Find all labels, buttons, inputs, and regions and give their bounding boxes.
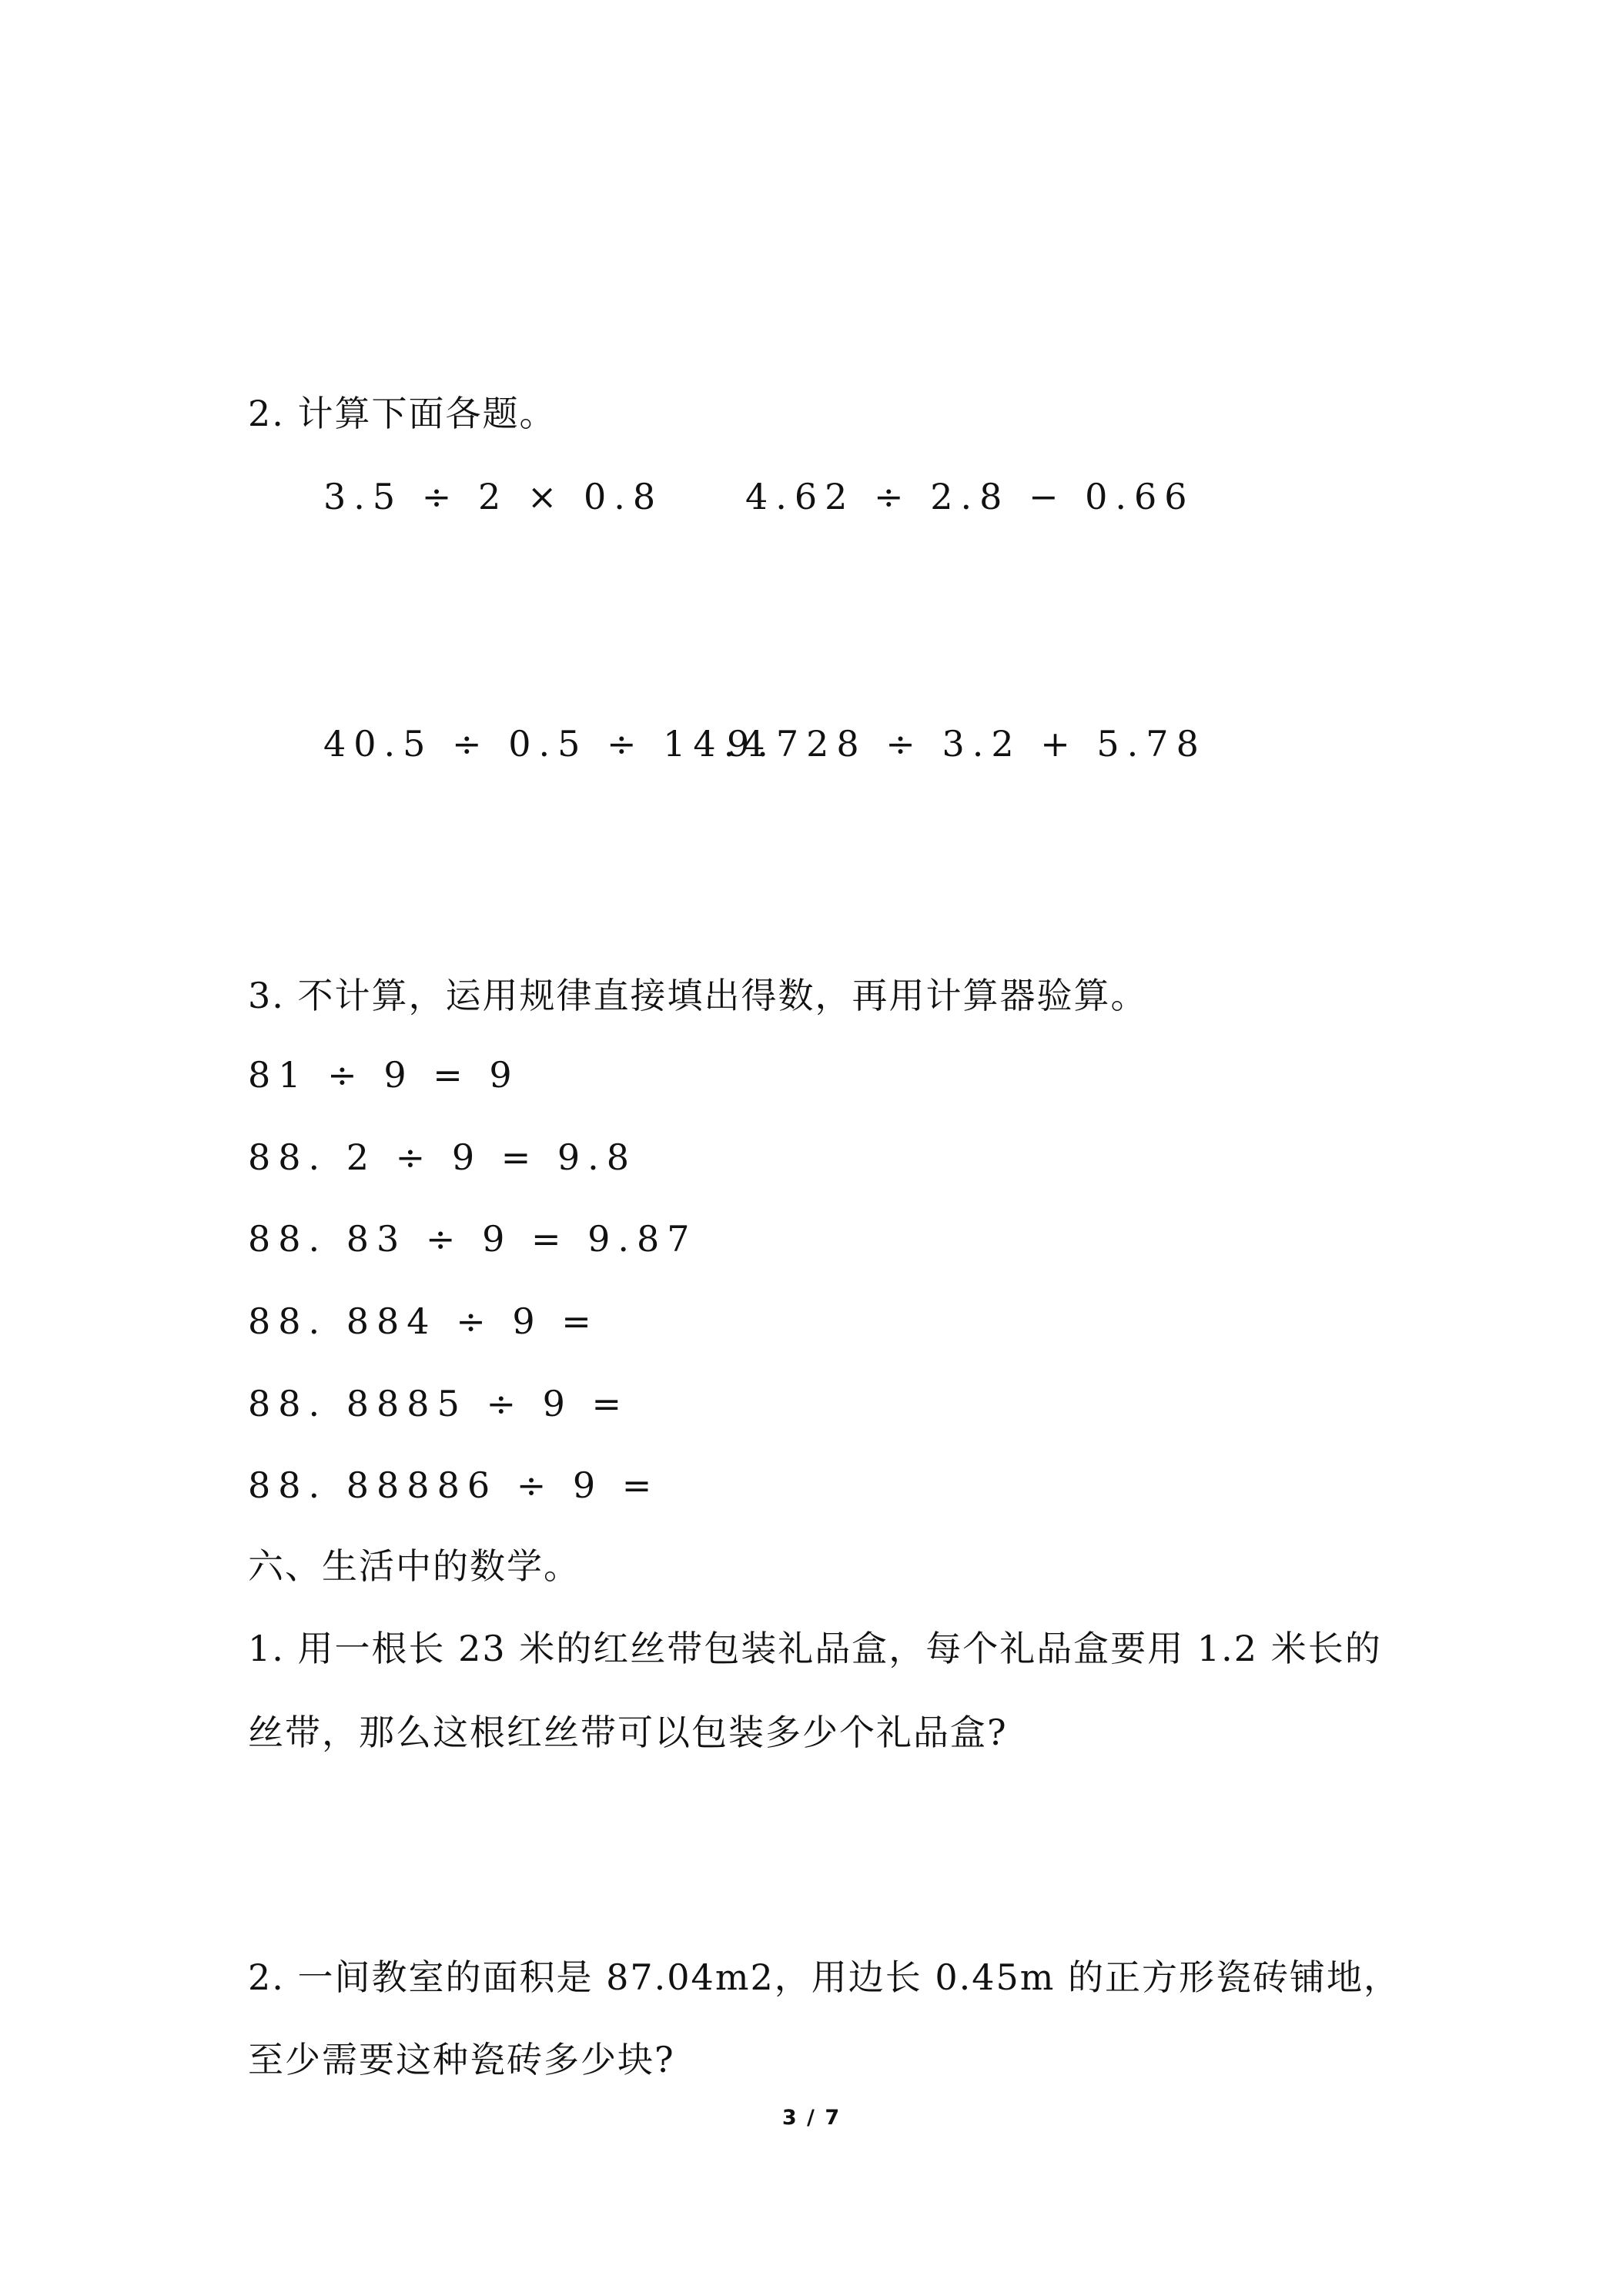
problem-1-text: 丝带，那么这根红丝带可以包装多少个礼品盒?: [248, 1712, 1008, 1753]
expression-4: 9.728 ÷ 3.2 + 5.78: [727, 723, 1206, 765]
section-six-heading: 六、生活中的数学。: [248, 1545, 581, 1587]
problem-1-text: 1. 用一根长 23 米的红丝带包装礼品盒，每个礼品盒要用 1.2 米长的: [248, 1628, 1382, 1669]
expression-2: 4.62 ÷ 2.8 − 0.66: [745, 476, 1195, 517]
expression-3: 40.5 ÷ 0.5 ÷ 14.4: [323, 723, 773, 765]
section-q3-heading: 3. 不计算，运用规律直接填出得数，再用计算器验算。: [248, 975, 1148, 1016]
pattern-line: 88. 884 ÷ 9 =: [248, 1300, 599, 1342]
problem-2-text: 至少需要这种瓷砖多少块?: [248, 2039, 675, 2080]
pattern-line: 88. 88886 ÷ 9 =: [248, 1464, 660, 1506]
page-number: 3 / 7: [781, 2106, 842, 2130]
pattern-line: 81 ÷ 9 = 9: [248, 1054, 520, 1096]
pattern-line: 88. 83 ÷ 9 = 9.87: [248, 1218, 698, 1260]
expression-1: 3.5 ÷ 2 × 0.8: [323, 476, 664, 517]
problem-2-text: 2. 一间教室的面积是 87.04m2，用边长 0.45m 的正方形瓷砖铺地，: [248, 1956, 1400, 1998]
pattern-line: 88. 2 ÷ 9 = 9.8: [248, 1136, 637, 1178]
section-q2-heading: 2. 计算下面各题。: [248, 393, 557, 434]
pattern-line: 88. 8885 ÷ 9 =: [248, 1383, 630, 1424]
